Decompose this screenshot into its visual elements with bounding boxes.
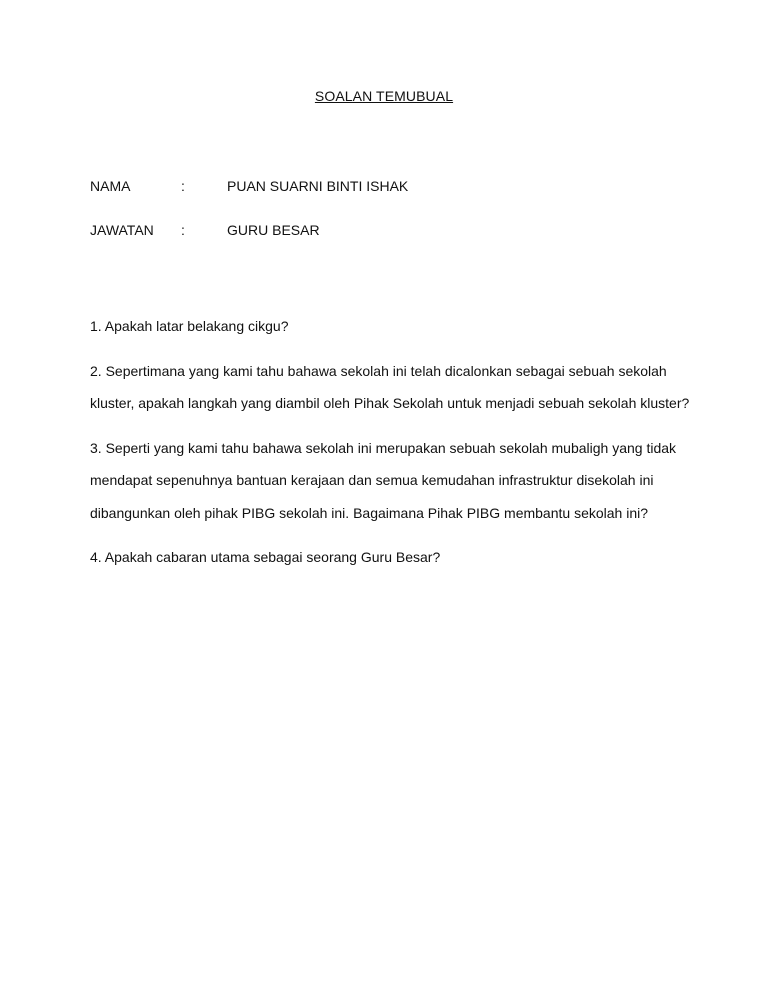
info-separator: : — [181, 222, 185, 238]
info-row-nama — [90, 178, 690, 198]
info-value-jawatan: GURU BESAR — [227, 222, 320, 238]
document-title: SOALAN TEMUBUAL — [314, 88, 454, 104]
info-row-jawatan — [90, 222, 690, 242]
question-item: 4. Apakah cabaran utama sebagai seorang Guru Besar? — [90, 549, 441, 565]
info-label-nama: NAMA — [90, 178, 131, 194]
question-item: 3. Seperti yang kami tahu bahawa sekolah ini merupakan sebuah sekolah mubaligh yang tidak mendapat sepenuhnya bantuan kerajaan dan semua kemudahan infrastruktur disekolah ini dibangunkan oleh pihak PIBG sekolah ini. Bagaimana Pihak PIBG membantu sekolah ini? — [90, 439, 677, 521]
question-item: 1. Apakah latar belakang cikgu? — [90, 318, 289, 334]
question-list — [90, 310, 690, 586]
info-label-jawatan: JAWATAN — [90, 222, 154, 238]
info-value-nama: PUAN SUARNI BINTI ISHAK — [227, 178, 409, 194]
info-separator: : — [181, 178, 185, 194]
question-item: 2. Sepertimana yang kami tahu bahawa sekolah ini telah dicalonkan sebagai sebuah sekolah kluster, apakah langkah yang diambil oleh Pihak Sekolah untuk menjadi sebuah sekolah kluster? — [90, 362, 690, 411]
